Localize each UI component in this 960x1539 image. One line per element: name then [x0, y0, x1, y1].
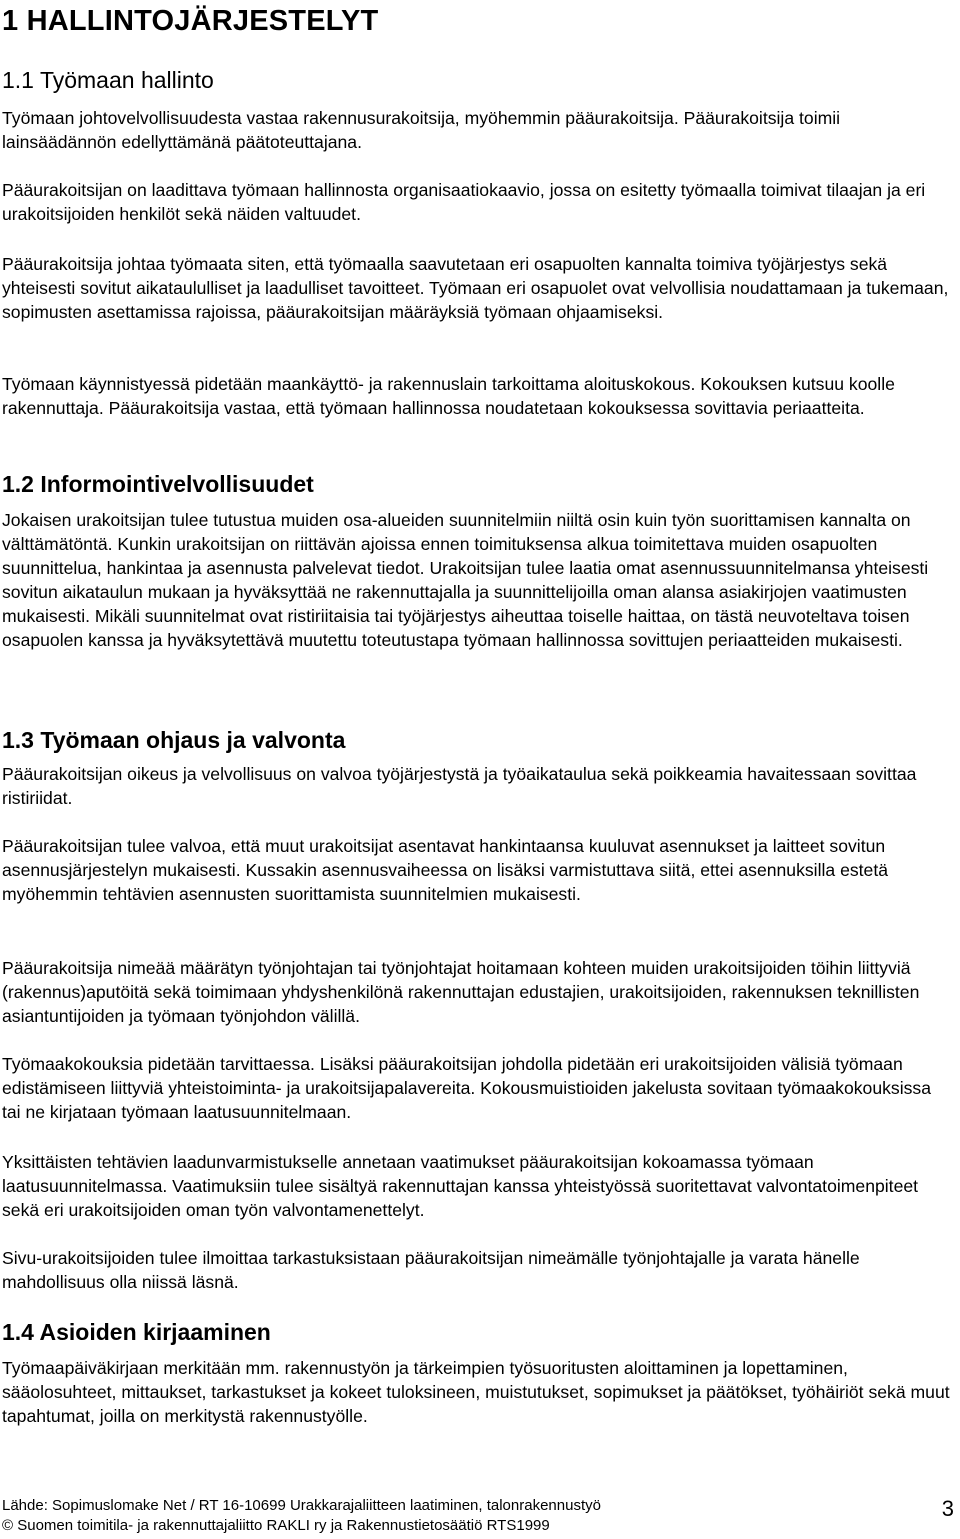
- paragraph: Pääurakoitsijan tulee valvoa, että muut urakoitsijat asentavat hankintaansa kuuluvat asennukset ja laitteet sovitun asennusjärjestelyn mukaisesti. Kussakin asennusvaiheessa on lisäksi varmistuttava siitä, ettei asennuksilla estetä myöhemmin tehtävien asennusten suorittamista suunnitelmien mukaisesti.: [2, 836, 889, 904]
- footer-copyright: © Suomen toimitila- ja rakennuttajaliitto RAKLI ry ja Rakennustietosäätiö RTS1999: [2, 1517, 550, 1534]
- paragraph: Sivu-urakoitsijoiden tulee ilmoittaa tarkastuksistaan pääurakoitsijan nimeämälle työnjohtajalle ja varata hänelle mahdollisuus olla niissä läsnä.: [2, 1248, 860, 1292]
- page-number: 3: [941, 1496, 954, 1521]
- section-heading-1-4: 1.4 Asioiden kirjaaminen: [2, 1319, 271, 1345]
- section-heading-1-3: 1.3 Työmaan ohjaus ja valvonta: [2, 727, 346, 753]
- paragraph: Jokaisen urakoitsijan tulee tutustua muiden osa-alueiden suunnitelmiin niiltä osin kuin työn suorittamisen kannalta on välttämätöntä. Kunkin urakoitsijan on riittävän ajoissa ennen toimituksensa alkua toimitettava muiden osapuolten suunnittelua, hankintaa ja asennusta palvelevat tiedot. Urakoitsijan tulee laatia omat asennussuunnitelmansa yhteisesti sovitun aikataulun mukaan ja hyväksyttää ne rakennuttajalla ja suunnittelijoilla oman alansa asiakirjojen vaatimusten mukaisesti. Mikäli suunnitelmat ovat ristiriitaisia tai työjärjestys aiheuttaa toiselle haittaa, on tästä neuvoteltava toisen osapuolen kanssa ja hyväksytettävä muutettu toteutustapa työmaan hallinnossa sovittujen periaatteiden mukaisesti.: [2, 510, 929, 650]
- paragraph: Työmaakokouksia pidetään tarvittaessa. Lisäksi pääurakoitsijan johdolla pidetään eri urakoitsijoiden välisiä työmaan edistämiseen liittyviä yhteistoiminta- ja urakoitsijapalavereita. Kokousmuistioiden jakelusta sovitaan työmaakokouksissa tai ne kirjataan työmaan laatusuunnitelmaan.: [2, 1054, 932, 1122]
- section-heading-1-1: 1.1 Työmaan hallinto: [2, 67, 214, 93]
- paragraph: Työmaapäiväkirjaan merkitään mm. rakennustyön ja tärkeimpien työsuoritusten aloittaminen ja lopettaminen, sääolosuhteet, mittaukset, tarkastukset ja kokeet tuloksineen, muistutukset, sopimukset ja päätökset, työhäiriöt sekä muut tapahtumat, joilla on merkitystä rakennustyölle.: [2, 1358, 950, 1426]
- paragraph: Pääurakoitsijan oikeus ja velvollisuus on valvoa työjärjestystä ja työaikataulua sekä poikkeamia havaitessaan sovittaa ristiriidat.: [2, 764, 917, 808]
- paragraph: Pääurakoitsija nimeää määrätyn työnjohtajan tai työnjohtajat hoitamaan kohteen muiden urakoitsijoiden töihin liittyviä (rakennus)aputöitä sekä toimimaan yhdyshenkilönä rakennuttajan edustajien, urakoitsijoiden, rakennuksen teknillisten asiantuntijoiden ja työmaan työnjohdon välillä.: [2, 958, 920, 1026]
- section-heading-1-2: 1.2 Informointivelvollisuudet: [2, 471, 314, 497]
- paragraph: Työmaan käynnistyessä pidetään maankäyttö- ja rakennuslain tarkoittama aloituskokous. Kokouksen kutsuu koolle rakennuttaja. Pääurakoitsija vastaa, että työmaan hallinnossa noudatetaan kokouksessa sovittavia periaatteita.: [2, 374, 895, 418]
- footer-source: Lähde: Sopimuslomake Net / RT 16-10699 Urakkarajaliitteen laatiminen, talonrakennustyö: [2, 1497, 601, 1514]
- paragraph: Yksittäisten tehtävien laadunvarmistukselle annetaan vaatimukset pääurakoitsijan kokoamassa työmaan laatusuunnitelmassa. Vaatimuksiin tulee sisältyä rakennuttajan kanssa yhteistyössä suoritettavat valvontatoimenpiteet sekä eri urakoitsijoiden oman työn valvontamenettelyt.: [2, 1152, 919, 1220]
- paragraph: Pääurakoitsijan on laadittava työmaan hallinnosta organisaatiokaavio, jossa on esitetty työmaalla toimivat tilaajan ja eri urakoitsijoiden henkilöt sekä näiden valtuudet.: [2, 180, 926, 224]
- paragraph: Työmaan johtovelvollisuudesta vastaa rakennusurakoitsija, myöhemmin pääurakoitsija. Pääurakoitsija toimii lainsäädännön edellyttämänä päätoteuttajana.: [2, 108, 841, 152]
- paragraph: Pääurakoitsija johtaa työmaata siten, että työmaalla saavutetaan eri osapuolten kannalta toimiva työjärjestys sekä yhteisesti sovitut aikataululliset ja laadulliset tavoitteet. Työmaan eri osapuolet ovat velvollisia noudattamaan ja tukemaan, sopimusten asettamissa rajoissa, pääurakoitsijan määräyksiä työmaan ohjaamiseksi.: [2, 254, 949, 322]
- chapter-heading: 1 HALLINTOJÄRJESTELYT: [2, 5, 379, 37]
